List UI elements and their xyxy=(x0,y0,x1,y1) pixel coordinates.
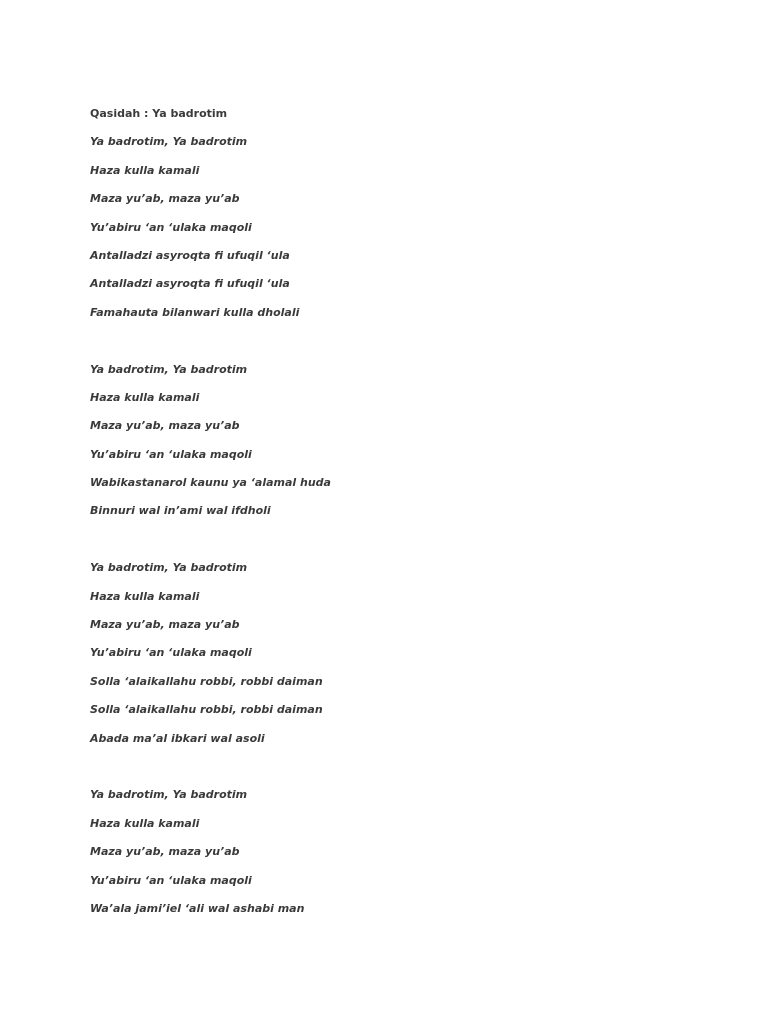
lyrics-container xyxy=(90,134,710,929)
lyric-line: Antalladzi asyroqta fi ufuqil ‘ula xyxy=(90,248,290,262)
lyric-line: Maza yu’ab, maza yu’ab xyxy=(90,618,240,632)
stanza-gap xyxy=(90,333,710,361)
lyric-line: Yu’abiru ‘an ‘ulaka maqoli xyxy=(90,447,252,461)
lyric-line: Yu’abiru ‘an ‘ulaka maqoli xyxy=(90,646,252,660)
stanza xyxy=(90,362,710,532)
lyric-line: Solla ‘alaikallahu robbi, robbi daiman xyxy=(90,703,323,717)
lyric-line: Yu’abiru ‘an ‘ulaka maqoli xyxy=(90,220,252,234)
lyric-line: Ya badrotim, Ya badrotim xyxy=(90,135,248,149)
lyric-line: Maza yu’ab, maza yu’ab xyxy=(90,845,240,859)
lyric-line: Antalladzi asyroqta fi ufuqil ‘ula xyxy=(90,277,290,291)
lyric-line: Yu’abiru ‘an ‘ulaka maqoli xyxy=(90,873,252,887)
lyric-line: Maza yu’ab, maza yu’ab xyxy=(90,419,240,433)
stanza xyxy=(90,787,710,929)
lyric-line: Ya badrotim, Ya badrotim xyxy=(90,788,248,802)
lyric-line: Haza kulla kamali xyxy=(90,589,200,603)
lyric-line: Binnuri wal in’ami wal ifdholi xyxy=(90,504,271,518)
lyric-line: Wa’ala jami’iel ‘ali wal ashabi man xyxy=(90,901,305,915)
lyric-line: Abada ma’al ibkari wal asoli xyxy=(90,731,265,745)
lyric-line: Ya badrotim, Ya badrotim xyxy=(90,561,248,575)
lyric-line: Famahauta bilanwari kulla dholali xyxy=(90,305,300,319)
document-title: Qasidah : Ya badrotim xyxy=(90,107,228,120)
lyric-line: Maza yu’ab, maza yu’ab xyxy=(90,192,240,206)
stanza-gap xyxy=(90,532,710,560)
lyric-line: Haza kulla kamali xyxy=(90,816,200,830)
lyric-line: Ya badrotim, Ya badrotim xyxy=(90,362,248,376)
lyric-line: Haza kulla kamali xyxy=(90,163,200,177)
stanza xyxy=(90,134,710,333)
lyric-line: Haza kulla kamali xyxy=(90,390,200,404)
stanza xyxy=(90,560,710,759)
lyric-line: Solla ‘alaikallahu robbi, robbi daiman xyxy=(90,674,323,688)
lyric-line: Wabikastanarol kaunu ya ‘alamal huda xyxy=(90,476,331,490)
stanza-gap xyxy=(90,759,710,787)
document-body xyxy=(90,106,710,929)
